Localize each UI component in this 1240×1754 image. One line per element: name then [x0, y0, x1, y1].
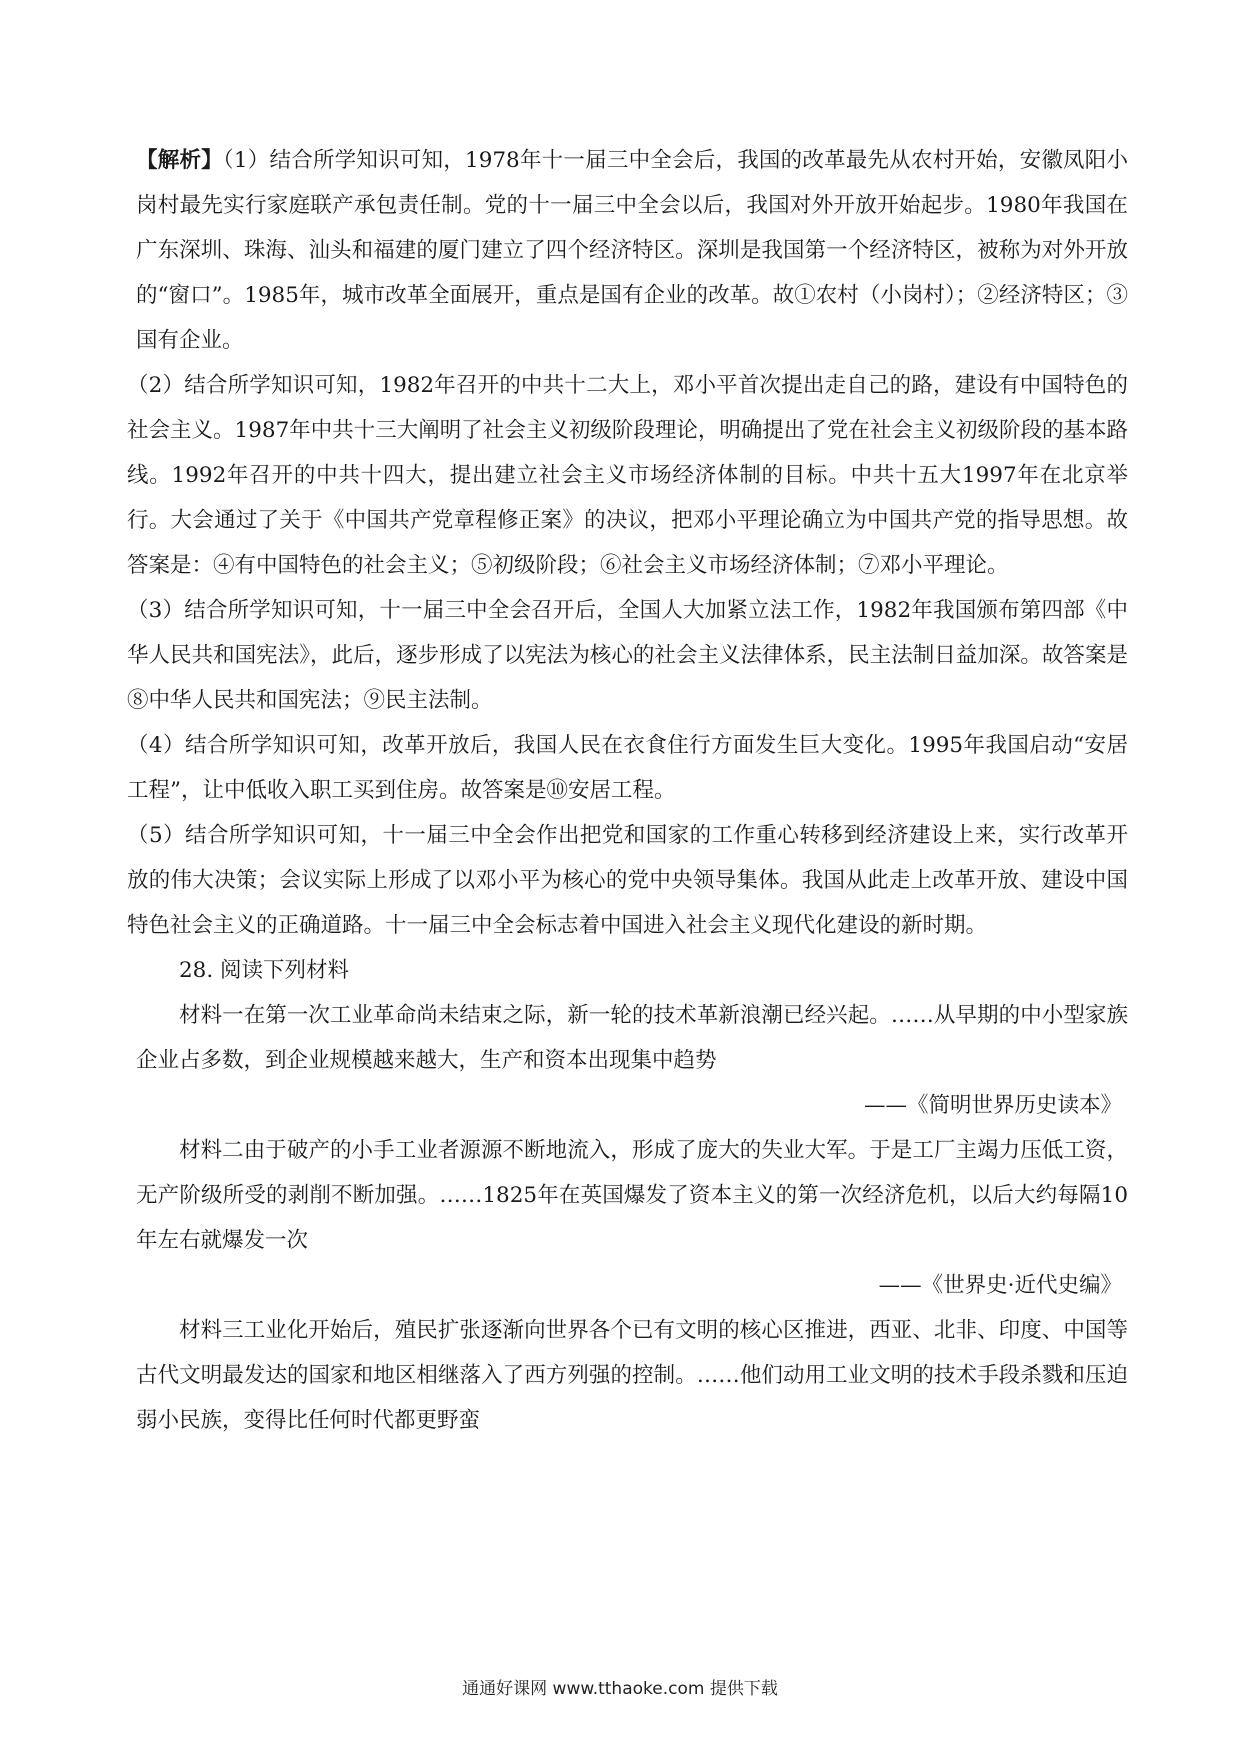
analysis-paragraph-5: （5）结合所学知识可知，十一届三中全会作出把党和国家的工作重心转移到经济建设上来，实行改革开放的伟大决策；会议实际上形成了以邓小平为核心的党中央领导集体。我国从此走上改革开放、建设中国特色社会主义的正确道路。十一届三中全会标志着中国进入社会主义现代化建设的新时期。 — [127, 823, 1128, 938]
analysis-paragraph-3: （3）结合所学知识可知，十一届三中全会召开后，全国人大加紧立法工作，1982年我国颁布第四部《中华人民共和国宪法》，此后，逐步形成了以宪法为核心的社会主义法律体系，民主法制日益加深。故答案是⑧中华人民共和国宪法；⑨民主法制。 — [127, 598, 1128, 713]
material-3: 材料三工业化开始后，殖民扩张逐渐向世界各个已有文明的核心区推进，西亚、北非、印度、中国等古代文明最发达的国家和地区相继落入了西方列强的控制。……他们动用工业文明的技术手段杀戮和压迫弱小民族，变得比任何时代都更野蛮 — [136, 1318, 1128, 1433]
document-body — [127, 138, 1128, 1443]
material-2: 材料二由于破产的小手工业者源源不断地流入，形成了庞大的失业大军。于是工厂主竭力压低工资，无产阶级所受的剥削不断加强。……1825年在英国爆发了资本主义的第一次经济危机，以后大约每隔10年左右就爆发一次 — [136, 1138, 1128, 1253]
material-2-source: ——《世界史·近代史编》 — [878, 1273, 1122, 1298]
question-heading: 28. 阅读下列材料 — [179, 958, 350, 983]
analysis-paragraph-2: （2）结合所学知识可知，1982年召开的中共十二大上，邓小平首次提出走自己的路，建设有中国特色的社会主义。1987年中共十三大阐明了社会主义初级阶段理论，明确提出了党在社会主义初级阶段的基本路线。1992年召开的中共十四大，提出建立社会主义市场经济体制的目标。中共十五大1997年在北京举行。大会通过了关于《中国共产党章程修正案》的决议，把邓小平理论确立为中国共产党的指导思想。故答案是：④有中国特色的社会主义；⑤初级阶段；⑥社会主义市场经济体制；⑦邓小平理论。 — [127, 373, 1128, 578]
material-1: 材料一在第一次工业革命尚未结束之际，新一轮的技术革新浪潮已经兴起。……从早期的中小型家族企业占多数，到企业规模越来越大，生产和资本出现集中趋势 — [136, 1003, 1128, 1073]
page-footer: 通通好课网 www.tthaoke.com 提供下载 — [462, 1679, 778, 1699]
analysis-paragraph-4: （4）结合所学知识可知，改革开放后，我国人民在衣食住行方面发生巨大变化。1995年我国启动“安居工程”，让中低收入职工买到住房。故答案是⑩安居工程。 — [127, 733, 1128, 803]
analysis-text-1: （1）结合所学知识可知，1978年十一届三中全会后，我国的改革最先从农村开始，安徽凤阳小岗村最先实行家庭联产承包责任制。党的十一届三中全会以后，我国对外开放开始起步。1980年我国在广东深圳、珠海、汕头和福建的厦门建立了四个经济特区。深圳是我国第一个经济特区，被称为对外开放的“窗口”。1985年，城市改革全面展开，重点是国有企业的改革。故①农村（小岗村）；②经济特区；③国有企业。 — [136, 148, 1128, 353]
analysis-paragraph-1 — [136, 138, 1128, 363]
analysis-label: 【解析】 — [136, 148, 223, 173]
material-1-source: ——《简明世界历史读本》 — [863, 1093, 1122, 1118]
